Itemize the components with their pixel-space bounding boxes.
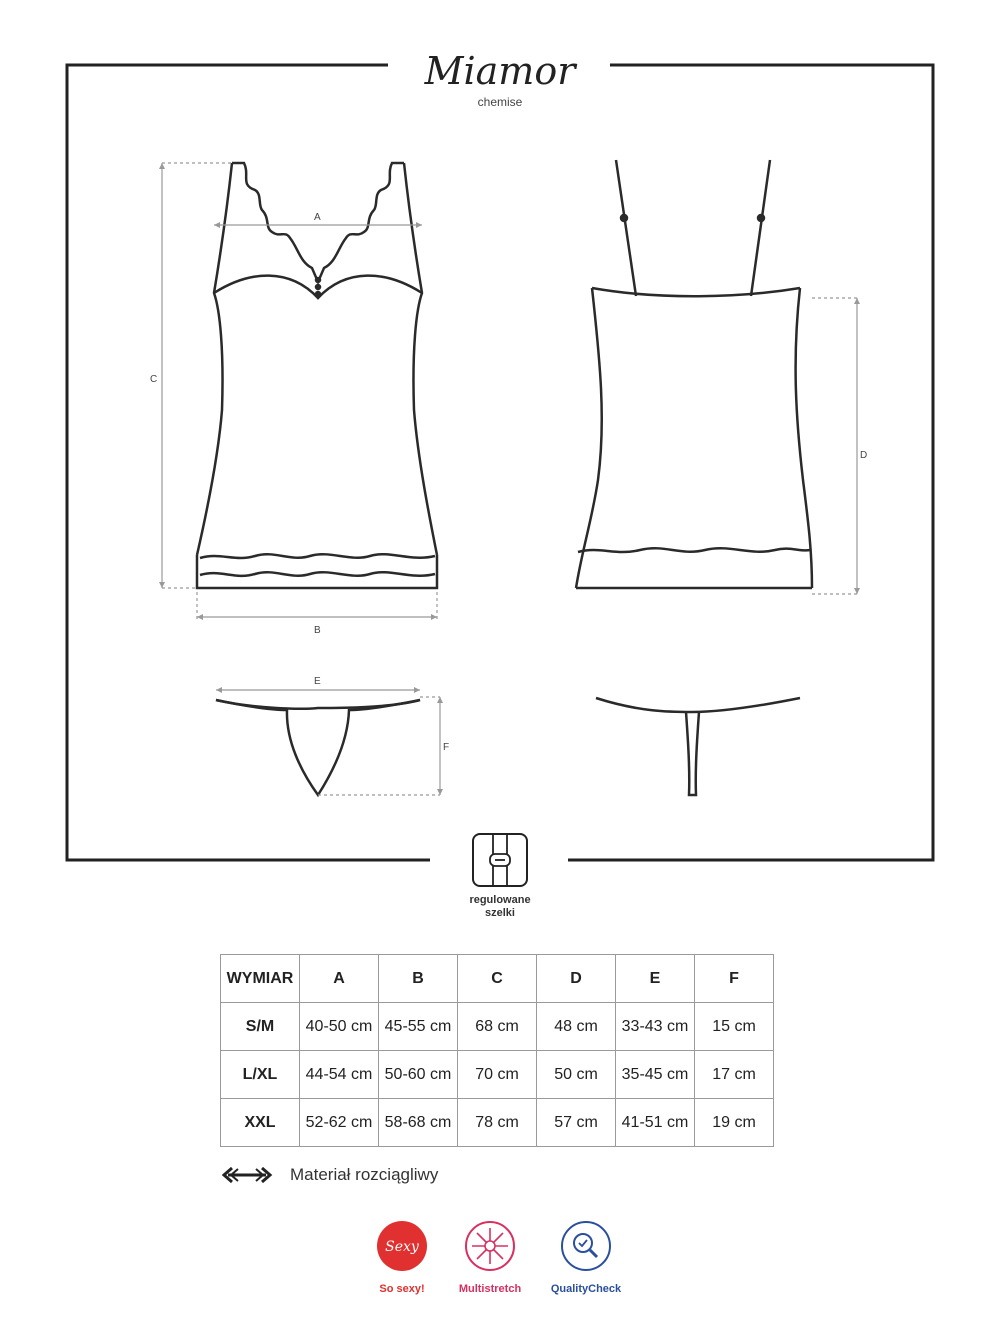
size-cell: S/M bbox=[221, 1003, 300, 1051]
header-cell: D bbox=[537, 955, 616, 1003]
double-arrow-icon bbox=[220, 1165, 274, 1185]
table-cell: 17 cm bbox=[695, 1051, 774, 1099]
dimension-arrowheads bbox=[159, 163, 860, 795]
size-table-header bbox=[221, 955, 774, 1003]
dimension-label-f: F bbox=[443, 742, 450, 753]
table-cell: 70 cm bbox=[458, 1051, 537, 1099]
header-cell: F bbox=[695, 955, 774, 1003]
table-cell: 48 cm bbox=[537, 1003, 616, 1051]
table-cell: 50 cm bbox=[537, 1051, 616, 1099]
badge-quality-check bbox=[526, 1220, 646, 1295]
table-row bbox=[221, 1099, 774, 1147]
table-cell: 68 cm bbox=[458, 1003, 537, 1051]
header-cell: WYMIAR bbox=[221, 955, 300, 1003]
adjustable-straps-label-line1: regulowane bbox=[469, 894, 531, 906]
table-cell: 35-45 cm bbox=[616, 1051, 695, 1099]
header-cell: B bbox=[379, 955, 458, 1003]
adjustable-straps-icon bbox=[471, 832, 529, 888]
table-row bbox=[221, 1003, 774, 1051]
stretch-note bbox=[220, 1162, 438, 1188]
brand-logo: Miamor bbox=[424, 49, 576, 93]
size-cell: XXL bbox=[221, 1099, 300, 1147]
header-cell: E bbox=[616, 955, 695, 1003]
dimension-label-b: B bbox=[314, 625, 321, 636]
drawing-frame bbox=[67, 65, 933, 860]
header-cell: A bbox=[300, 955, 379, 1003]
adjustable-straps-label-line2: szelki bbox=[485, 907, 515, 919]
product-type-label: chemise bbox=[477, 95, 523, 109]
chemise-back-outline bbox=[576, 160, 812, 588]
stretch-note-text: Materiał rozciągliwy bbox=[290, 1165, 439, 1184]
table-cell: 41-51 cm bbox=[616, 1099, 695, 1147]
dimension-label-d: D bbox=[860, 450, 868, 461]
table-cell: 40-50 cm bbox=[300, 1003, 379, 1051]
sexy-icon bbox=[376, 1220, 428, 1272]
badge-label-multistretch: Multistretch bbox=[458, 1283, 522, 1295]
table-cell: 78 cm bbox=[458, 1099, 537, 1147]
multistretch-icon bbox=[464, 1220, 516, 1272]
table-cell: 45-55 cm bbox=[379, 1003, 458, 1051]
adjustable-straps-label bbox=[430, 894, 570, 920]
table-row bbox=[221, 1051, 774, 1099]
quality-check-icon bbox=[560, 1220, 612, 1272]
table-cell: 57 cm bbox=[537, 1099, 616, 1147]
dimension-label-a: A bbox=[314, 212, 321, 223]
table-cell: 44-54 cm bbox=[300, 1051, 379, 1099]
table-cell: 33-43 cm bbox=[616, 1003, 695, 1051]
dimension-lines bbox=[162, 163, 857, 795]
badge-label-so-sexy: So sexy! bbox=[379, 1283, 425, 1295]
table-cell: 19 cm bbox=[695, 1099, 774, 1147]
badge-label-quality-check: QualityCheck bbox=[550, 1283, 622, 1295]
size-table bbox=[220, 954, 774, 1147]
table-cell: 52-62 cm bbox=[300, 1099, 379, 1147]
chemise-front-outline bbox=[197, 163, 437, 588]
table-cell: 50-60 cm bbox=[379, 1051, 458, 1099]
size-cell: L/XL bbox=[221, 1051, 300, 1099]
sexy-icon-text: Sexy bbox=[385, 1239, 419, 1255]
header-cell: C bbox=[458, 955, 537, 1003]
thong-back-outline bbox=[596, 698, 800, 795]
table-cell: 58-68 cm bbox=[379, 1099, 458, 1147]
table-cell: 15 cm bbox=[695, 1003, 774, 1051]
thong-front-outline bbox=[216, 700, 420, 795]
dimension-label-e: E bbox=[314, 676, 321, 687]
dimension-label-c: C bbox=[150, 374, 158, 385]
